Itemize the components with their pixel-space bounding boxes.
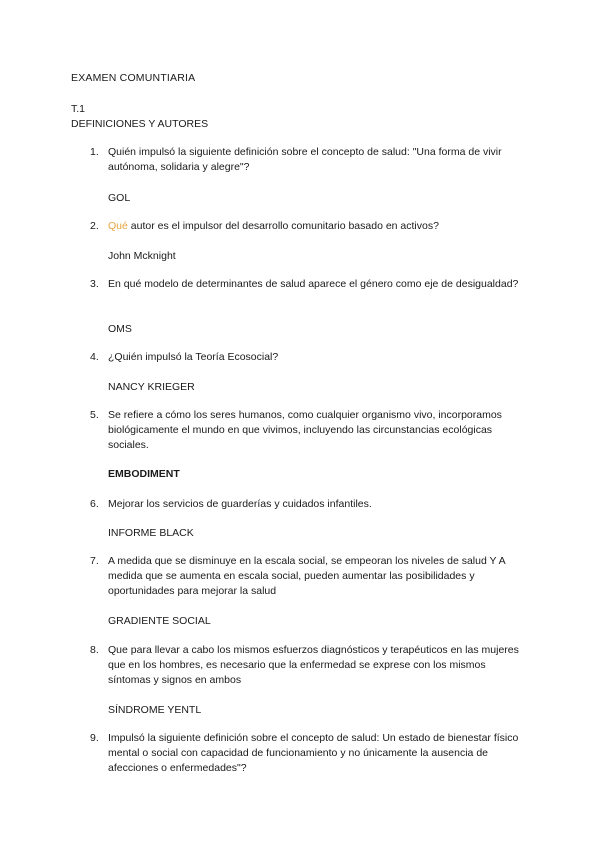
question-number: 7.: [90, 555, 99, 567]
answer-3: OMS: [108, 323, 132, 335]
answer-6: INFORME BLACK: [108, 527, 194, 539]
question-text: En qué modelo de determinantes de salud aparece el género como eje de desigualdad?: [108, 278, 519, 290]
section-title: DEFINICIONES Y AUTORES: [71, 118, 209, 130]
question-text: Se refiere a cómo los seres humanos, como cualquier organismo vivo, incorporamos biológicamente el mundo en que vivimos, incluyendo las circunstancias ecológicas sociales.: [108, 409, 502, 451]
answer-2: John Mcknight: [108, 250, 176, 262]
question-text: Mejorar los servicios de guarderías y cuidados infantiles.: [108, 498, 372, 510]
answer-8: SÍNDROME YENTL: [108, 704, 202, 716]
question-number: 3.: [90, 278, 99, 290]
question-number: 6.: [90, 498, 99, 510]
question-number: 5.: [90, 409, 99, 421]
question-text: A medida que se disminuye en la escala social, se empeoran los niveles de salud Y A medida que se aumenta en escala social, pueden aumentar las posibilidades y oportunidades para mejorar la salud: [108, 555, 506, 597]
question-text: ¿Quién impulsó la Teoría Ecosocial?: [108, 351, 279, 363]
question-number: 2.: [90, 220, 99, 232]
question-number: 9.: [90, 732, 99, 744]
question-text: Quién impulsó la siguiente definición sobre el concepto de salud: "Una forma de vivir autónoma, solidaria y alegre"?: [108, 146, 502, 173]
answer-1: GOL: [108, 192, 131, 204]
question-text-rest: autor es el impulsor del desarrollo comunitario basado en activos?: [127, 220, 439, 232]
question-text: Impulsó la siguiente definición sobre el concepto de salud: Un estado de bienestar físico mental o social con capacidad de funcionamiento y no únicamente la ausencia de afecciones o enfermedades"?: [108, 732, 519, 774]
question-number: 8.: [90, 644, 99, 656]
highlighted-word: Qué: [108, 220, 128, 232]
answer-7: GRADIENTE SOCIAL: [108, 615, 211, 627]
answer-4: NANCY KRIEGER: [108, 381, 195, 393]
question-text: [108, 219, 528, 234]
question-number: 4.: [90, 351, 99, 363]
question-text: Que para llevar a cabo los mismos esfuerzos diagnósticos y terapéuticos en las mujeres que en los hombres, es necesario que la enfermedad se exprese con los mismos síntomas y signos en ambos: [108, 644, 519, 686]
document-title: EXAMEN COMUNTIARIA: [71, 72, 196, 84]
answer-5: EMBODIMENT: [108, 468, 180, 480]
question-number: 1.: [90, 146, 99, 158]
topic-code: T.1: [71, 103, 86, 115]
